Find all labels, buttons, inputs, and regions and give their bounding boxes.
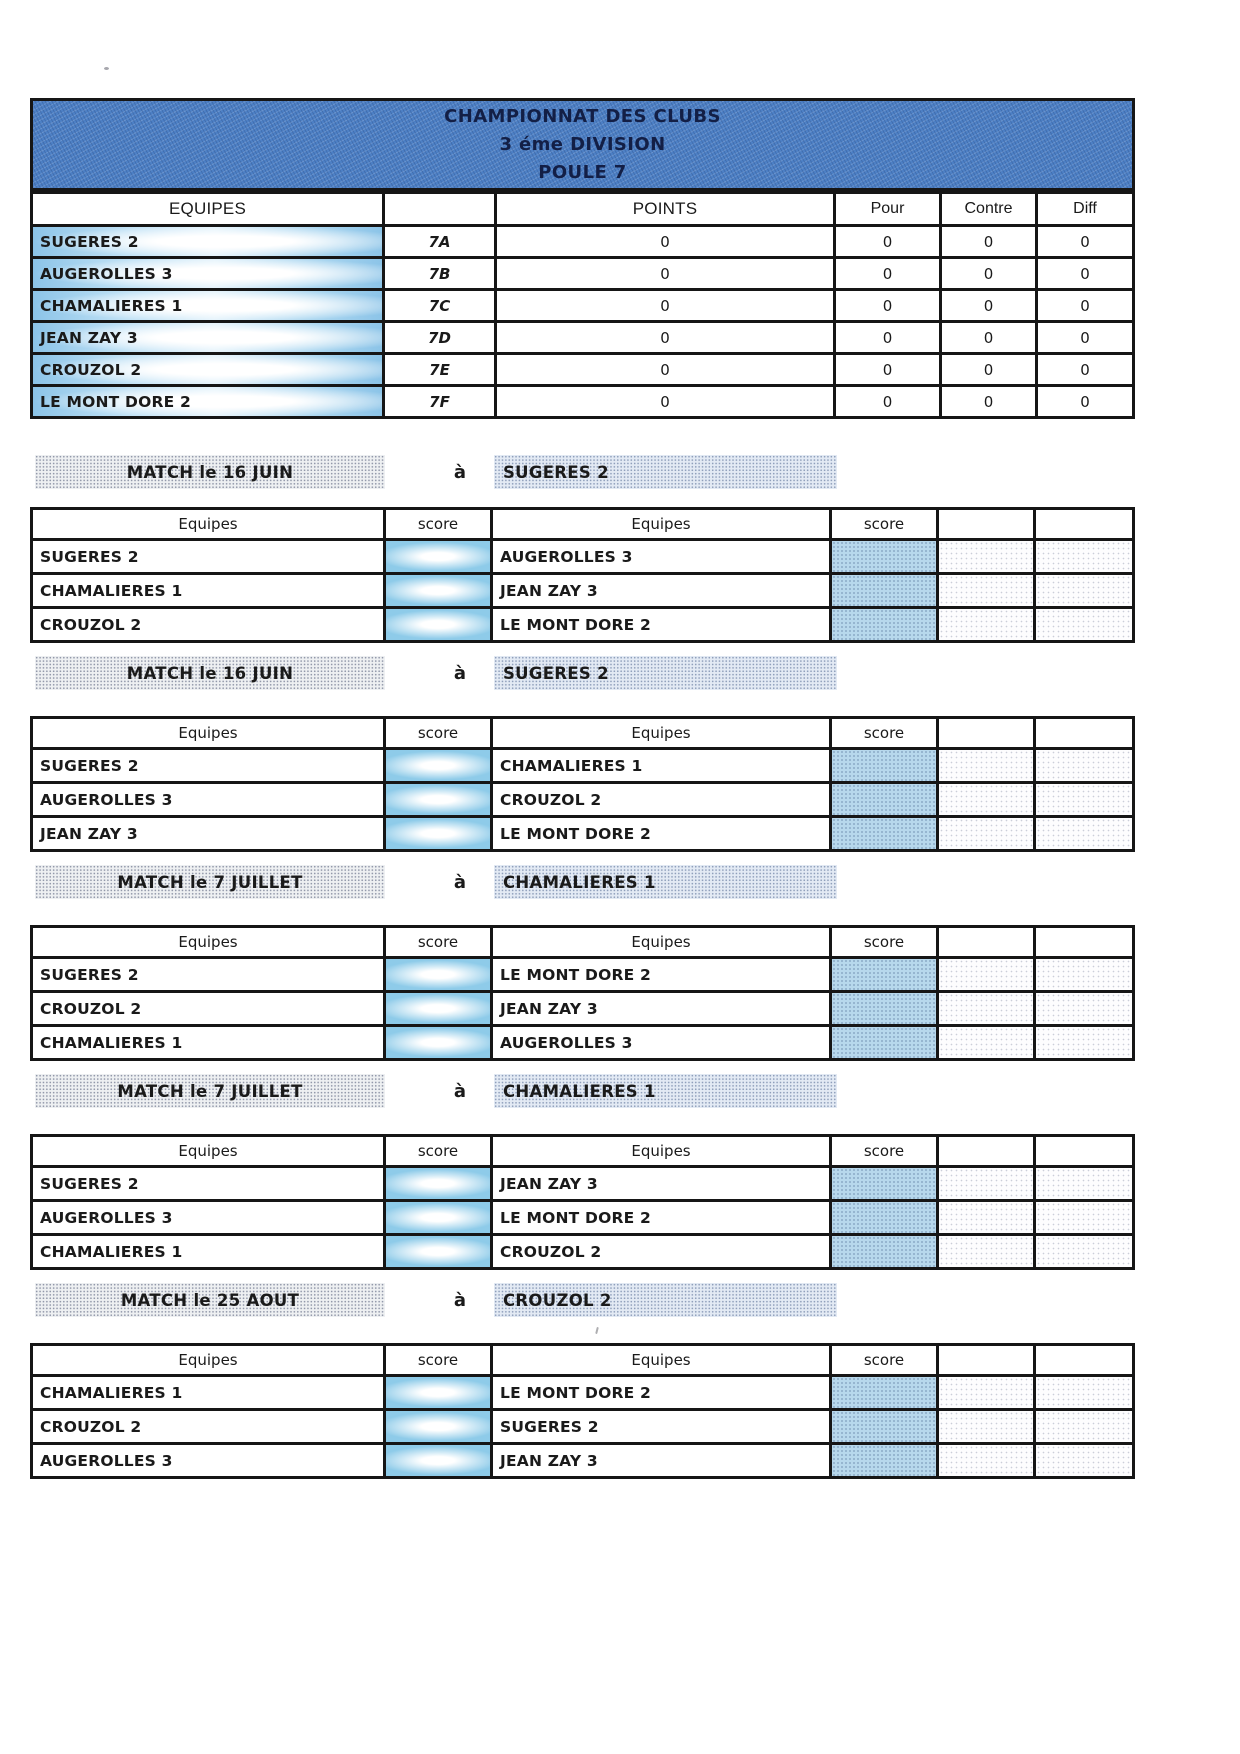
match-header-equipes-left: Equipes <box>33 1137 383 1165</box>
extra-cell <box>939 1202 1033 1233</box>
standings-points-cell: 0 <box>497 355 833 384</box>
away-score-cell <box>832 541 936 572</box>
standings-diff-cell: 0 <box>1038 387 1132 416</box>
match-header-equipes-right: Equipes <box>493 719 829 747</box>
away-team-cell: CROUZOL 2 <box>493 784 829 815</box>
match-header-score-left: score <box>386 928 490 956</box>
extra-cell <box>1036 1236 1132 1267</box>
standings-code-cell: 7E <box>385 355 494 384</box>
standings-pour-cell: 0 <box>836 259 939 288</box>
home-score-cell <box>386 1027 490 1058</box>
match-header-score-right: score <box>832 1137 936 1165</box>
home-team-cell: CHAMALIERES 1 <box>33 1236 383 1267</box>
match-header-score-left: score <box>386 510 490 538</box>
standings-team-cell: CROUZOL 2 <box>33 355 382 384</box>
match-header-equipes-left: Equipes <box>33 510 383 538</box>
extra-cell <box>1036 1445 1132 1476</box>
home-score-cell <box>386 1168 490 1199</box>
away-score-cell <box>832 1168 936 1199</box>
match-header-equipes-right: Equipes <box>493 510 829 538</box>
home-team-cell: CROUZOL 2 <box>33 993 383 1024</box>
home-team-cell: SUGERES 2 <box>33 1168 383 1199</box>
away-team-cell: LE MONT DORE 2 <box>493 818 829 849</box>
home-score-cell <box>386 959 490 990</box>
match-header-blank <box>939 1137 1033 1165</box>
match-header-equipes-right: Equipes <box>493 1137 829 1165</box>
match-section-header <box>30 1283 1135 1317</box>
standings-header-pour: Pour <box>836 194 939 224</box>
match-header-blank <box>1036 1137 1132 1165</box>
home-score-cell <box>386 1236 490 1267</box>
away-team-cell: JEAN ZAY 3 <box>493 575 829 606</box>
match-location-label: SUGERES 2 <box>494 656 837 690</box>
match-section-header <box>30 865 1135 899</box>
match-date-label: MATCH le 16 JUIN <box>35 656 385 690</box>
match-header-equipes-left: Equipes <box>33 928 383 956</box>
away-team-cell: AUGEROLLES 3 <box>493 1027 829 1058</box>
standings-team-cell: JEAN ZAY 3 <box>33 323 382 352</box>
match-header-score-right: score <box>832 1346 936 1374</box>
standings-diff-cell: 0 <box>1038 259 1132 288</box>
standings-diff-cell: 0 <box>1038 227 1132 256</box>
away-score-cell <box>832 818 936 849</box>
home-score-cell <box>386 993 490 1024</box>
extra-cell <box>939 750 1033 781</box>
away-score-cell <box>832 1236 936 1267</box>
standings-team-cell: SUGERES 2 <box>33 227 382 256</box>
standings-points-cell: 0 <box>497 259 833 288</box>
standings-contre-cell: 0 <box>942 355 1035 384</box>
match-header-equipes-right: Equipes <box>493 1346 829 1374</box>
away-team-cell: JEAN ZAY 3 <box>493 993 829 1024</box>
home-score-cell <box>386 750 490 781</box>
standings-pour-cell: 0 <box>836 291 939 320</box>
match-header-score-left: score <box>386 1346 490 1374</box>
standings-table <box>30 191 1135 419</box>
extra-cell <box>939 1445 1033 1476</box>
home-team-cell: CHAMALIERES 1 <box>33 1377 383 1408</box>
extra-cell <box>1036 1027 1132 1058</box>
extra-cell <box>1036 609 1132 640</box>
standings-pour-cell: 0 <box>836 387 939 416</box>
away-score-cell <box>832 575 936 606</box>
match-table <box>30 1134 1135 1270</box>
away-score-cell <box>832 609 936 640</box>
standings-contre-cell: 0 <box>942 323 1035 352</box>
match-table <box>30 716 1135 852</box>
home-team-cell: SUGERES 2 <box>33 750 383 781</box>
home-team-cell: CROUZOL 2 <box>33 609 383 640</box>
home-team-cell: AUGEROLLES 3 <box>33 1445 383 1476</box>
match-location-label: CHAMALIERES 1 <box>494 865 837 899</box>
standings-contre-cell: 0 <box>942 291 1035 320</box>
standings-header-diff: Diff <box>1038 194 1132 224</box>
match-header-blank <box>939 1346 1033 1374</box>
match-section-header <box>30 1074 1135 1108</box>
match-location-label: SUGERES 2 <box>494 455 837 489</box>
standings-points-cell: 0 <box>497 227 833 256</box>
standings-header-equipes: EQUIPES <box>33 194 382 224</box>
standings-team-cell: AUGEROLLES 3 <box>33 259 382 288</box>
extra-cell <box>939 818 1033 849</box>
home-score-cell <box>386 575 490 606</box>
extra-cell <box>1036 959 1132 990</box>
home-score-cell <box>386 784 490 815</box>
match-table <box>30 1343 1135 1479</box>
home-score-cell <box>386 818 490 849</box>
extra-cell <box>1036 575 1132 606</box>
at-label: à <box>453 461 467 483</box>
extra-cell <box>1036 1202 1132 1233</box>
match-table <box>30 925 1135 1061</box>
away-team-cell: LE MONT DORE 2 <box>493 1377 829 1408</box>
extra-cell <box>939 1168 1033 1199</box>
extra-cell <box>1036 1168 1132 1199</box>
extra-cell <box>939 1411 1033 1442</box>
match-header-blank <box>1036 719 1132 747</box>
standings-contre-cell: 0 <box>942 387 1035 416</box>
match-location-label: CHAMALIERES 1 <box>494 1074 837 1108</box>
title-line-1: CHAMPIONNAT DES CLUBS <box>444 105 721 127</box>
home-team-cell: AUGEROLLES 3 <box>33 1202 383 1233</box>
away-score-cell <box>832 993 936 1024</box>
home-score-cell <box>386 609 490 640</box>
standings-team-cell: CHAMALIERES 1 <box>33 291 382 320</box>
standings-diff-cell: 0 <box>1038 355 1132 384</box>
standings-pour-cell: 0 <box>836 227 939 256</box>
match-table <box>30 507 1135 643</box>
extra-cell <box>939 1377 1033 1408</box>
match-section-header <box>30 656 1135 690</box>
standings-code-cell: 7D <box>385 323 494 352</box>
away-score-cell <box>832 784 936 815</box>
title-line-3: POULE 7 <box>538 161 627 183</box>
away-score-cell <box>832 1377 936 1408</box>
standings-header-contre: Contre <box>942 194 1035 224</box>
home-team-cell: SUGERES 2 <box>33 959 383 990</box>
sheet-content <box>30 0 1135 1479</box>
match-date-label: MATCH le 25 AOUT <box>35 1283 385 1317</box>
home-score-cell <box>386 1445 490 1476</box>
standings-points-cell: 0 <box>497 323 833 352</box>
extra-cell <box>1036 750 1132 781</box>
match-header-blank <box>939 510 1033 538</box>
match-location-label: CROUZOL 2 <box>494 1283 837 1317</box>
at-label: à <box>453 871 467 893</box>
away-team-cell: JEAN ZAY 3 <box>493 1168 829 1199</box>
away-score-cell <box>832 1027 936 1058</box>
standings-header-points: POINTS <box>497 194 833 224</box>
away-team-cell: CROUZOL 2 <box>493 1236 829 1267</box>
home-team-cell: CROUZOL 2 <box>33 1411 383 1442</box>
home-team-cell: SUGERES 2 <box>33 541 383 572</box>
match-header-blank <box>939 928 1033 956</box>
match-date-label: MATCH le 7 JUILLET <box>35 1074 385 1108</box>
match-header-blank <box>1036 1346 1132 1374</box>
match-header-score-left: score <box>386 719 490 747</box>
match-header-equipes-left: Equipes <box>33 719 383 747</box>
standings-diff-cell: 0 <box>1038 291 1132 320</box>
extra-cell <box>1036 818 1132 849</box>
away-score-cell <box>832 1202 936 1233</box>
match-header-score-right: score <box>832 928 936 956</box>
extra-cell <box>939 1027 1033 1058</box>
standings-code-cell: 7B <box>385 259 494 288</box>
away-score-cell <box>832 1411 936 1442</box>
match-header-equipes-left: Equipes <box>33 1346 383 1374</box>
extra-cell <box>1036 541 1132 572</box>
home-team-cell: CHAMALIERES 1 <box>33 1027 383 1058</box>
away-team-cell: LE MONT DORE 2 <box>493 1202 829 1233</box>
extra-cell <box>939 993 1033 1024</box>
extra-cell <box>939 959 1033 990</box>
standings-code-cell: 7C <box>385 291 494 320</box>
extra-cell <box>939 575 1033 606</box>
away-score-cell <box>832 750 936 781</box>
home-team-cell: AUGEROLLES 3 <box>33 784 383 815</box>
at-label: à <box>453 1080 467 1102</box>
match-header-blank <box>1036 510 1132 538</box>
page-title-banner <box>30 98 1135 191</box>
extra-cell <box>939 541 1033 572</box>
match-header-score-right: score <box>832 510 936 538</box>
match-section-header <box>30 455 1135 489</box>
extra-cell <box>1036 1377 1132 1408</box>
standings-pour-cell: 0 <box>836 355 939 384</box>
standings-contre-cell: 0 <box>942 227 1035 256</box>
extra-cell <box>939 609 1033 640</box>
extra-cell <box>1036 1411 1132 1442</box>
standings-header-code <box>385 194 494 224</box>
home-score-cell <box>386 1202 490 1233</box>
extra-cell <box>939 1236 1033 1267</box>
home-score-cell <box>386 1411 490 1442</box>
standings-team-cell: LE MONT DORE 2 <box>33 387 382 416</box>
home-score-cell <box>386 1377 490 1408</box>
home-team-cell: JEAN ZAY 3 <box>33 818 383 849</box>
match-header-equipes-right: Equipes <box>493 928 829 956</box>
at-label: à <box>453 662 467 684</box>
standings-pour-cell: 0 <box>836 323 939 352</box>
match-date-label: MATCH le 7 JUILLET <box>35 865 385 899</box>
standings-points-cell: 0 <box>497 387 833 416</box>
away-team-cell: SUGERES 2 <box>493 1411 829 1442</box>
extra-cell <box>1036 993 1132 1024</box>
home-score-cell <box>386 541 490 572</box>
match-date-label: MATCH le 16 JUIN <box>35 455 385 489</box>
extra-cell <box>1036 784 1132 815</box>
at-label: à <box>453 1289 467 1311</box>
standings-contre-cell: 0 <box>942 259 1035 288</box>
away-team-cell: CHAMALIERES 1 <box>493 750 829 781</box>
standings-diff-cell: 0 <box>1038 323 1132 352</box>
extra-cell <box>939 784 1033 815</box>
away-team-cell: LE MONT DORE 2 <box>493 959 829 990</box>
title-line-2: 3 éme DIVISION <box>499 133 666 155</box>
match-header-blank <box>1036 928 1132 956</box>
match-header-score-right: score <box>832 719 936 747</box>
standings-code-cell: 7A <box>385 227 494 256</box>
match-header-score-left: score <box>386 1137 490 1165</box>
match-header-blank <box>939 719 1033 747</box>
away-team-cell: LE MONT DORE 2 <box>493 609 829 640</box>
away-score-cell <box>832 1445 936 1476</box>
away-score-cell <box>832 959 936 990</box>
away-team-cell: JEAN ZAY 3 <box>493 1445 829 1476</box>
standings-points-cell: 0 <box>497 291 833 320</box>
standings-code-cell: 7F <box>385 387 494 416</box>
away-team-cell: AUGEROLLES 3 <box>493 541 829 572</box>
home-team-cell: CHAMALIERES 1 <box>33 575 383 606</box>
